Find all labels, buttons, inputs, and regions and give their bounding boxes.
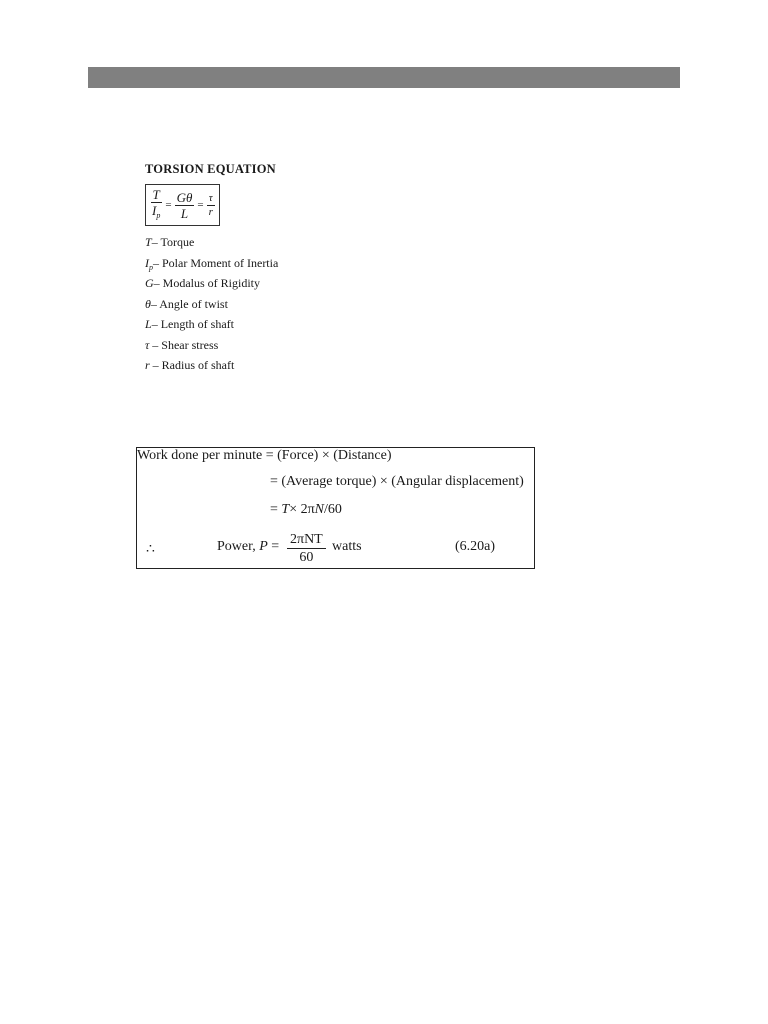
therefore-symbol: ∴ <box>146 542 155 557</box>
power-fraction <box>287 531 326 567</box>
header-bar <box>88 67 680 88</box>
definition-item <box>145 253 405 274</box>
torsion-section <box>145 162 405 376</box>
subscript-p: p <box>149 262 153 272</box>
definition-text: – Length of shaft <box>151 317 234 331</box>
definition-text: – Radius of shaft <box>149 358 235 372</box>
definition-symbol: θ <box>145 296 151 311</box>
equals-prefix: = <box>270 502 282 517</box>
definition-item <box>145 294 405 315</box>
unit-label: watts <box>332 539 362 554</box>
torque-expression-line <box>270 502 342 518</box>
symbol-i: I <box>152 203 157 218</box>
fraction-numerator: Gθ <box>176 189 193 205</box>
subscript-p: p <box>156 211 161 220</box>
divide-sixty: /60 <box>324 502 342 517</box>
definition-item <box>145 335 405 356</box>
section-title: TORSION EQUATION <box>145 162 276 176</box>
symbol-i: I <box>145 255 149 270</box>
fraction-denominator: r <box>208 205 213 218</box>
fraction-denominator <box>150 203 162 223</box>
definition-item <box>145 232 405 253</box>
definition-text: – Polar Moment of Inertia <box>153 255 279 270</box>
fraction-tau-over-r <box>207 192 215 219</box>
definition-text: – Modalus of Rigidity <box>153 276 261 290</box>
definition-symbol: τ <box>145 337 150 352</box>
symbol-t: T <box>281 502 290 517</box>
average-torque-line: = (Average torque) × (Angular displacement) <box>270 474 524 489</box>
definition-symbol: T <box>145 235 152 249</box>
fraction-denominator: L <box>180 205 189 221</box>
power-label <box>217 539 279 555</box>
fraction-numerator: T <box>152 187 160 202</box>
definition-text: – Shear stress <box>149 337 219 352</box>
definition-symbol: r <box>145 358 150 372</box>
symbol-n: N <box>314 502 325 517</box>
fraction-numerator: τ <box>208 191 213 204</box>
fraction-numerator: 2πNT <box>287 531 326 549</box>
fraction-denominator: 60 <box>299 550 314 565</box>
definition-symbol: L <box>145 317 152 331</box>
equals-sign: = <box>165 199 172 211</box>
torsion-equation-box <box>145 184 220 226</box>
work-done-line: Work done per minute = (Force) × (Distance) <box>137 448 392 463</box>
equals-sign: = <box>267 539 280 554</box>
definition-symbol: G <box>145 276 154 290</box>
definition-text: – Angle of twist <box>150 296 228 311</box>
fraction-torque-over-inertia <box>150 187 162 223</box>
times-two-pi: × 2π <box>289 502 315 517</box>
definition-item <box>145 273 405 294</box>
equation-number: (6.20a) <box>455 539 496 554</box>
power-formula-line <box>137 531 536 569</box>
definition-text: – Torque <box>151 235 195 249</box>
definition-list <box>145 232 405 376</box>
equals-sign: = <box>197 199 204 211</box>
fraction-g-theta-over-l <box>175 190 195 221</box>
definition-item <box>145 355 405 376</box>
symbol-p: P <box>259 539 268 554</box>
power-word: Power, <box>217 539 260 554</box>
power-derivation-box <box>136 447 535 569</box>
definition-item <box>145 314 405 335</box>
